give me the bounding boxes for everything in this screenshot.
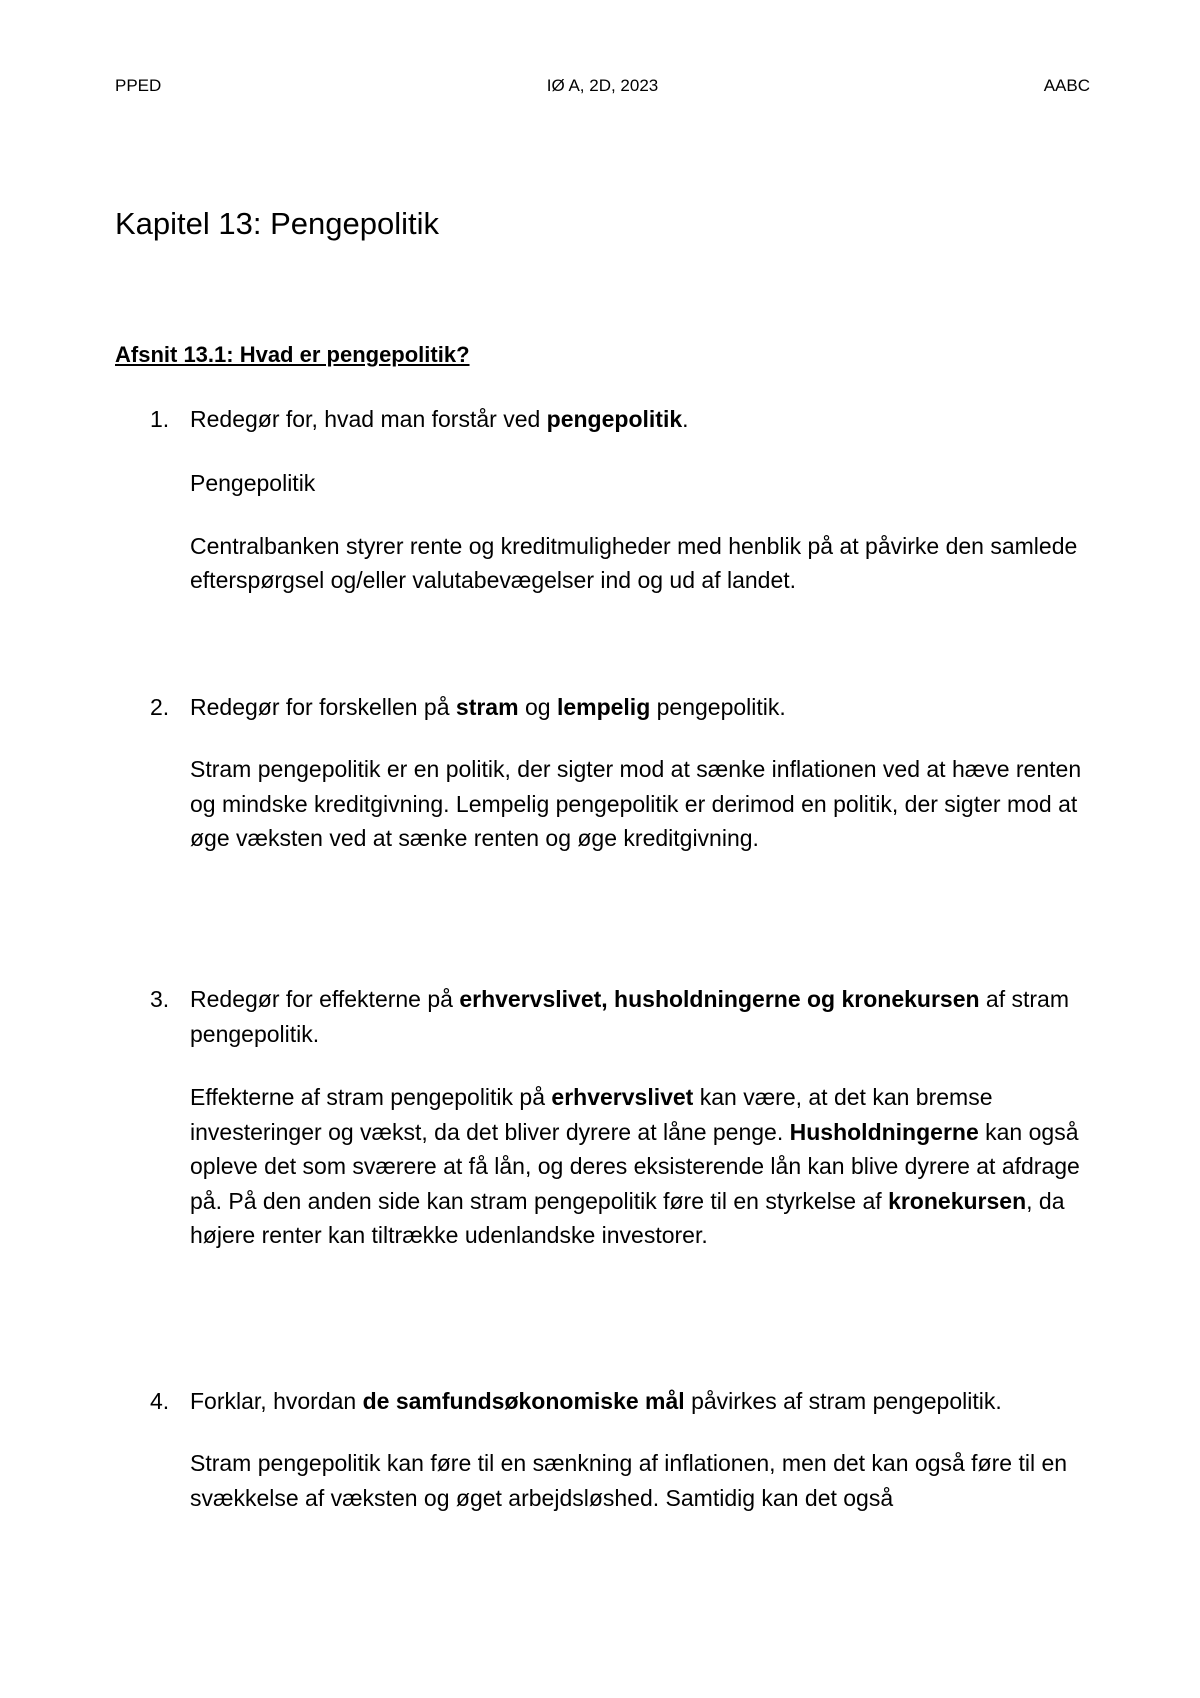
question-text: påvirkes af stram pengepolitik. [684, 1388, 1002, 1414]
answer-text: Stram pengepolitik kan føre til en sænkning af inflationen, men det kan også føre til en svækkelse af væksten og øget arbejdsløshed. Samtidig kan det også [190, 1450, 1068, 1511]
answer-2 [190, 752, 1100, 856]
question-text: Forklar, hvordan [190, 1388, 363, 1414]
question-bold-term: erhvervslivet, husholdningerne og kronekursen [459, 986, 980, 1012]
chapter-title: Kapitel 13: Pengepolitik [115, 206, 440, 241]
question-bold-term: lempelig [556, 694, 651, 720]
question-number: 2. [150, 694, 170, 720]
answer-label: Pengepolitik [190, 470, 316, 496]
question-text: pengepolitik. [650, 694, 786, 720]
question-number: 4. [150, 1388, 170, 1414]
question-text: . [682, 406, 689, 432]
question-bold-term: pengepolitik [546, 406, 683, 432]
answer-3 [190, 1080, 1100, 1253]
answer-text: Effekterne af stram pengepolitik på erhvervslivet kan være, at det kan bremse investeringer og vækst, da det bliver dyrere at låne penge. Husholdningerne kan også opleve det som sværere at få lån, og deres eksisterende lån kan blive dyrere at afdrage på. På den anden side kan stram pengepolitik føre til en styrkelse af kronekursen, da højere renter kan tiltrække udenlandske investorer. [190, 1084, 1080, 1248]
question-text: og [518, 694, 557, 720]
question-text: Redegør for forskellen på [190, 694, 456, 720]
answer-text: Stram pengepolitik er en politik, der sigter mod at sænke inflationen ved at hæve renten og mindske kreditgivning. Lempelig pengepolitik er derimod en politik, der sigter mod at øge væksten ved at sænke renten og øge kreditgivning. [190, 756, 1082, 851]
answer-bold-term: erhvervslivet [551, 1084, 694, 1110]
question-1 [150, 402, 1090, 437]
question-text: af stram pengepolitik. [190, 986, 1070, 1047]
question-4 [150, 1384, 1090, 1419]
answer-text: Centralbanken styrer rente og kreditmuligheder med henblik på at påvirke den samlede efterspørgsel og/eller valutabevægelser ind og ud af landet. [190, 532, 1078, 593]
answer-1 [190, 466, 1100, 598]
header-left: PPED [115, 76, 162, 95]
section-heading: Afsnit 13.1: Hvad er pengepolitik? [115, 342, 470, 367]
question-number: 3. [150, 986, 170, 1012]
question-3 [150, 982, 1090, 1051]
page-header [115, 76, 1090, 100]
question-text: Redegør for effekterne på [190, 986, 460, 1012]
question-bold-term: stram [455, 694, 519, 720]
header-center: IØ A, 2D, 2023 [546, 76, 659, 95]
answer-bold-term: Husholdningerne [789, 1118, 979, 1145]
answer-4 [190, 1446, 1100, 1515]
question-bold-term: de samfundsøkonomiske mål [362, 1388, 685, 1414]
question-number: 1. [150, 406, 170, 432]
question-2 [150, 690, 1090, 725]
answer-bold-term: kronekursen [888, 1187, 1027, 1214]
header-right: AABC [1043, 76, 1090, 95]
question-text: Redegør for, hvad man forstår ved [190, 406, 547, 432]
